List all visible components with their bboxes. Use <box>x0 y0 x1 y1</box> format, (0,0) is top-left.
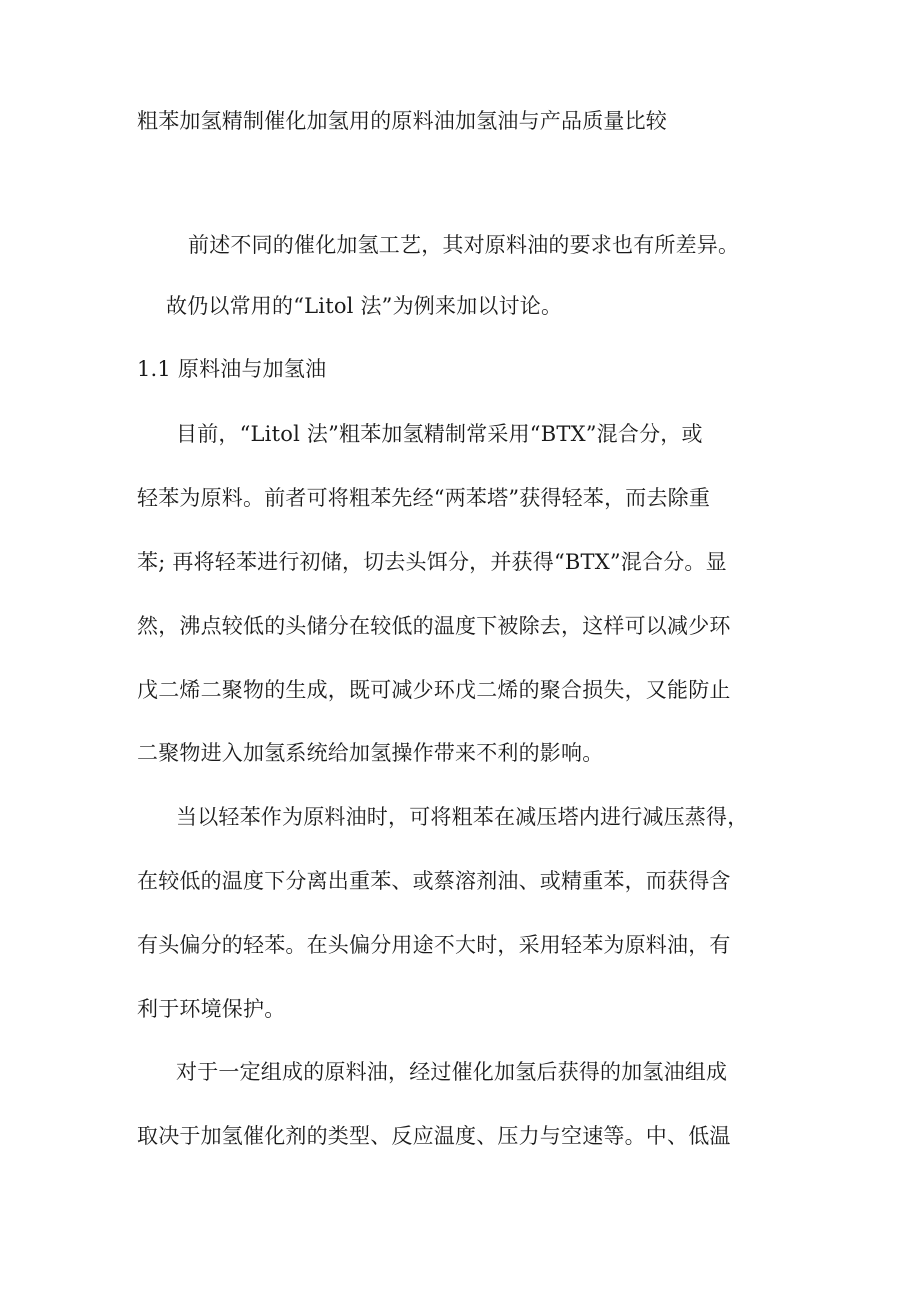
paragraph-line: 目前，“Litol 法”粗苯加氢精制常采用“BTX”混合分，或 <box>176 422 703 446</box>
document-title: 粗苯加氢精制催化加氢用的原料油加氢油与产品质量比较 <box>137 109 667 133</box>
paragraph-line: 戊二烯二聚物的生成，既可减少环戊二烯的聚合损失，又能防止 <box>137 678 731 702</box>
paragraph-line: 苯; 再将轻苯进行初储，切去头饵分，并获得“BTX”混合分。显 <box>137 550 727 574</box>
paragraph-line: 对于一定组成的原料油，经过催化加氢后获得的加氢油组成 <box>176 1060 728 1084</box>
paragraph-line: 然，沸点较低的头储分在较低的温度下被除去，这样可以减少环 <box>137 614 731 638</box>
paragraph-line: 取决于加氢催化剂的类型、反应温度、压力与空速等。中、低温 <box>137 1124 731 1148</box>
paragraph-line: 在较低的温度下分离出重苯、或蔡溶剂油、或精重苯，而获得含 <box>137 869 731 893</box>
paragraph-line: 当以轻苯作为原料油时，可将粗苯在减压塔内进行减压蒸得， <box>176 805 749 829</box>
section-heading: 1.1 原料油与加氢油 <box>137 357 327 381</box>
paragraph-line: 故仍以常用的“Litol 法”为例来加以讨论。 <box>166 294 563 318</box>
paragraph-line: 有头偏分的轻苯。在头偏分用途不大时，采用轻苯为原料油，有 <box>137 933 731 957</box>
paragraph-line: 前述不同的催化加氢工艺，其对原料油的要求也有所差异。 <box>188 233 740 257</box>
paragraph-line: 二聚物进入加氢系统给加氢操作带来不利的影响。 <box>137 741 604 765</box>
paragraph-line: 利于环境保护。 <box>137 997 286 1021</box>
paragraph-line: 轻苯为原料。前者可将粗苯先经“两苯塔”获得轻苯，而去除重 <box>137 486 711 510</box>
